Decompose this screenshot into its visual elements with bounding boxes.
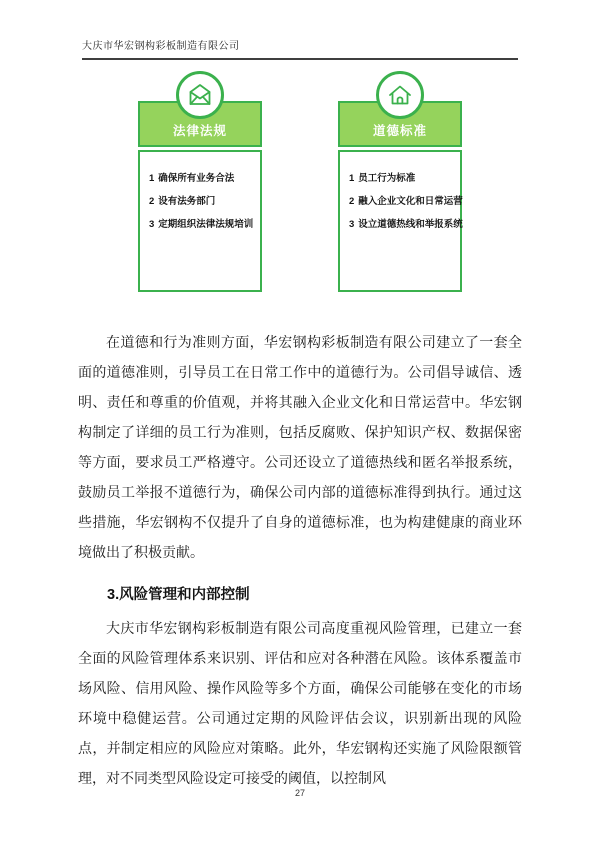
list-item xyxy=(349,219,463,230)
document-body xyxy=(78,327,522,793)
item-text: 融入企业文化和日常运营 xyxy=(358,196,463,207)
list-item xyxy=(349,196,463,207)
card-content xyxy=(338,150,462,292)
item-number: 1 xyxy=(349,173,355,184)
card-title: 道德标准 xyxy=(372,124,427,138)
item-number: 3 xyxy=(349,219,355,230)
item-number: 2 xyxy=(149,196,155,207)
info-cards xyxy=(0,71,600,292)
item-text: 定期组织法律法规培训 xyxy=(158,219,254,230)
item-text: 确保所有业务合法 xyxy=(158,173,235,184)
list-item xyxy=(149,219,256,230)
heading-risk-management: 3.风险管理和内部控制 xyxy=(107,587,250,603)
company-name: 大庆市华宏钢构彩板制造有限公司 xyxy=(82,41,240,52)
page-footer xyxy=(0,788,600,798)
item-text: 设有法务部门 xyxy=(158,196,216,207)
item-number: 3 xyxy=(149,219,155,230)
card-content xyxy=(138,150,262,292)
item-text: 员工行为标准 xyxy=(358,173,416,184)
list-item xyxy=(349,173,456,184)
item-number: 1 xyxy=(149,173,155,184)
home-icon xyxy=(376,71,424,119)
open-envelope-icon xyxy=(176,71,224,119)
paragraph-ethics: 在道德和行为准则方面，华宏钢构彩板制造有限公司建立了一套全面的道德准则，引导员工在日常工作中的道德行为。公司倡导诚信、透明、责任和尊重的价值观，并将其融入企业文化和日常运营中。华宏钢构制定了详细的员工行为准则，包括反腐败、保护知识产权、数据保密等方面，要求员工严格遵守。公司还设立了道德热线和匿名举报系统，鼓励员工举报不道德行为，确保公司内部的道德标准得到执行。通过这些措施，华宏钢构不仅提升了自身的道德标准，也为构建健康的商业环境做出了积极贡献。 xyxy=(78,334,522,560)
item-text: 设立道德热线和举报系统 xyxy=(358,219,463,230)
card-title: 法律法规 xyxy=(172,124,227,138)
page-header xyxy=(82,37,518,60)
item-number: 2 xyxy=(349,196,355,207)
card-legal xyxy=(138,71,262,292)
page-number: 27 xyxy=(294,788,305,798)
list-item xyxy=(149,196,256,207)
paragraph-risk: 大庆市华宏钢构彩板制造有限公司高度重视风险管理，已建立一套全面的风险管理体系来识别、评估和应对各种潜在风险。该体系覆盖市场风险、信用风险、操作风险等多个方面，确保公司能够在变化的市场环境中稳健运营。公司通过定期的风险评估会议，识别新出现的风险点，并制定相应的风险应对策略。此外，华宏钢构还实施了风险限额管理，对不同类型风险设定可接受的阈值，以控制风 xyxy=(78,620,522,786)
card-ethics xyxy=(338,71,462,292)
list-item xyxy=(149,173,256,184)
